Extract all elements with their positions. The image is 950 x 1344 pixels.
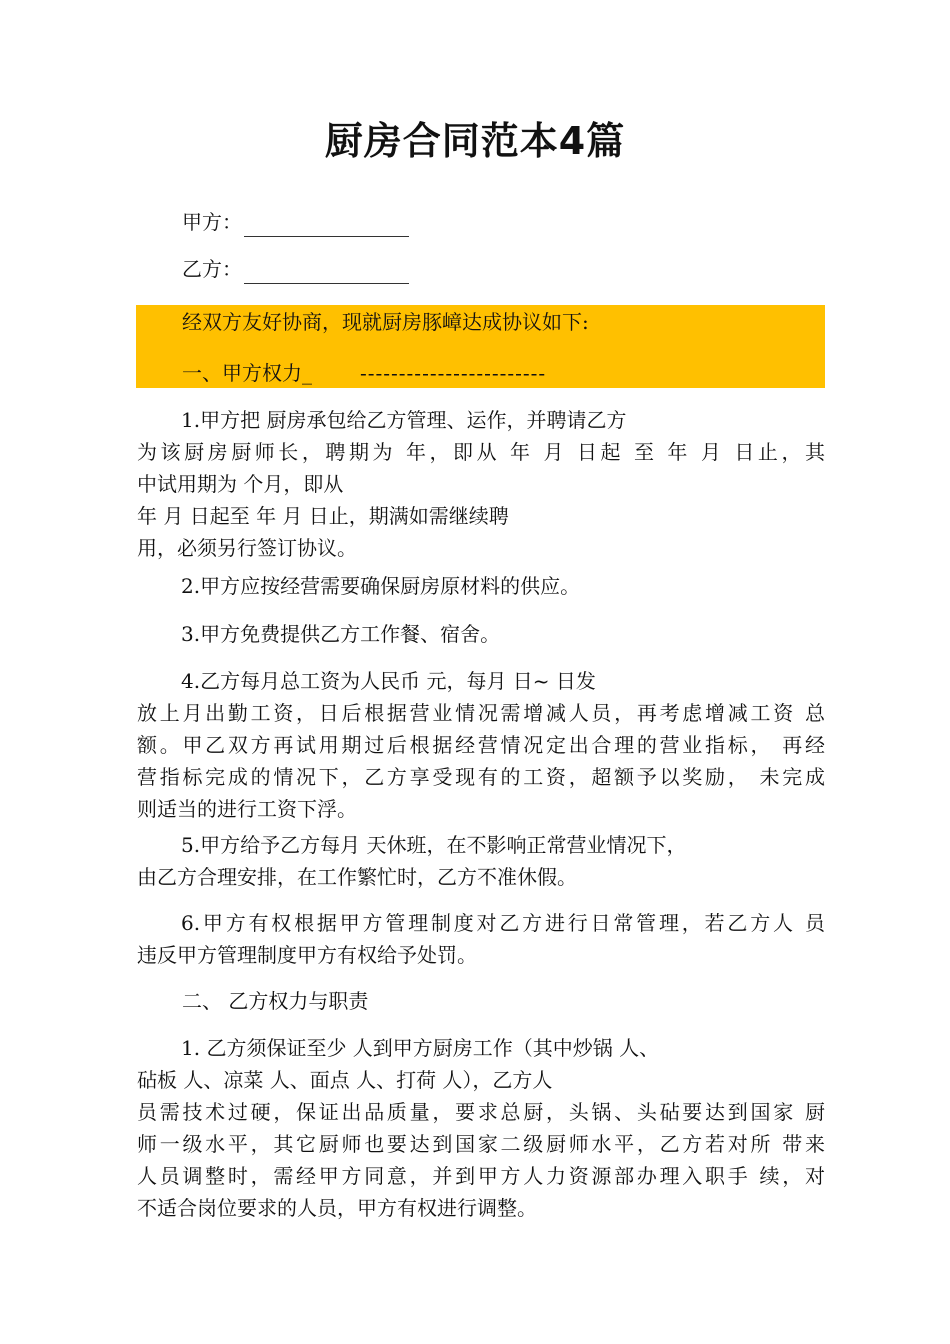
text-line: 人员调整时，需经甲方同意，并到甲方人力资源部办理入职手 续，对 [137,1164,825,1188]
clause-a6 [137,907,825,971]
clause-a5 [137,829,825,893]
section-1-title: 一、甲方权力_ [182,361,312,385]
party-b-line [182,254,409,284]
intro-line: 经双方友好协商，现就厨房豚嶂达成协议如下: [182,310,589,334]
text-line: 由乙方合理安排，在工作繁忙时，乙方不准休假。 [137,865,577,889]
text-line: 则适当的进行工资下浮。 [137,797,357,821]
text-line: 额。甲乙双方再试用期过后根据经营情况定出合理的营业指标， 再经 [137,733,825,757]
text-line: 违反甲方管理制度甲方有权给予处罚。 [137,943,477,967]
text-line: 6.甲方有权根据甲方管理制度对乙方进行日常管理，若乙方人 员 [181,911,825,935]
text-line: 员需技术过硬，保证出品质量，要求总厨，头锅、头砧要达到国家 厨 [137,1100,825,1124]
text-line: 年 月 日起至 年 月 日止，期满如需继续聘 [137,504,509,528]
party-a-label: 甲方： [182,210,242,234]
text-line: 中试用期为 个月，即从 [137,472,344,496]
party-b-label: 乙方： [182,257,242,281]
clause-b1 [137,1032,825,1224]
text-line: 1.甲方把 厨房承包给乙方管理、运作，并聘请乙方 [181,408,627,432]
clause-a4 [137,665,825,825]
clause-a2 [137,570,825,602]
text-line: 砧板 人、凉菜 人、面点 人、打荷 人），乙方人 [137,1068,553,1092]
party-a-blank [244,214,409,237]
party-a-line [182,207,409,237]
text-line: 师一级水平，其它厨师也要达到国家二级厨师水平，乙方若对所 带来 [137,1132,825,1156]
text-line: 不适合岗位要求的人员，甲方有权进行调整。 [137,1196,537,1220]
text-line: 4.乙方每月总工资为人民币 元，每月 日~ 日发 [181,669,596,693]
text-line: 5.甲方给予乙方每月 天休班，在不影响正常营业情况下， [181,833,687,857]
text-line: 营指标完成的情况下，乙方享受现有的工资，超额予以奖励， 未完成 [137,765,825,789]
party-b-blank [244,261,409,284]
document-title: 厨房合同范本4篇 [324,119,626,163]
text-line: 放上月出勤工资，日后根据营业情况需增减人员，再考虑增减工资 总 [137,701,825,725]
clause-a1 [137,404,825,564]
text-line: 用，必须另行签订协议。 [137,536,357,560]
section-1-heading [182,358,546,388]
section-2-heading: 二、 乙方权力与职责 [182,989,369,1013]
section-1-dashes: ------------------------ [360,361,547,385]
text-line: 3.甲方免费提供乙方工作餐、宿舍。 [181,622,501,646]
clause-a3 [137,618,825,650]
text-line: 为该厨房厨师长，聘期为 年，即从 年 月 日起 至 年 月 日止，其 [137,440,825,464]
text-line: 2.甲方应按经营需要确保厨房原材料的供应。 [181,574,581,598]
text-line: 1. 乙方须保证至少 人到甲方厨房工作（其中炒锅 人、 [181,1036,660,1060]
